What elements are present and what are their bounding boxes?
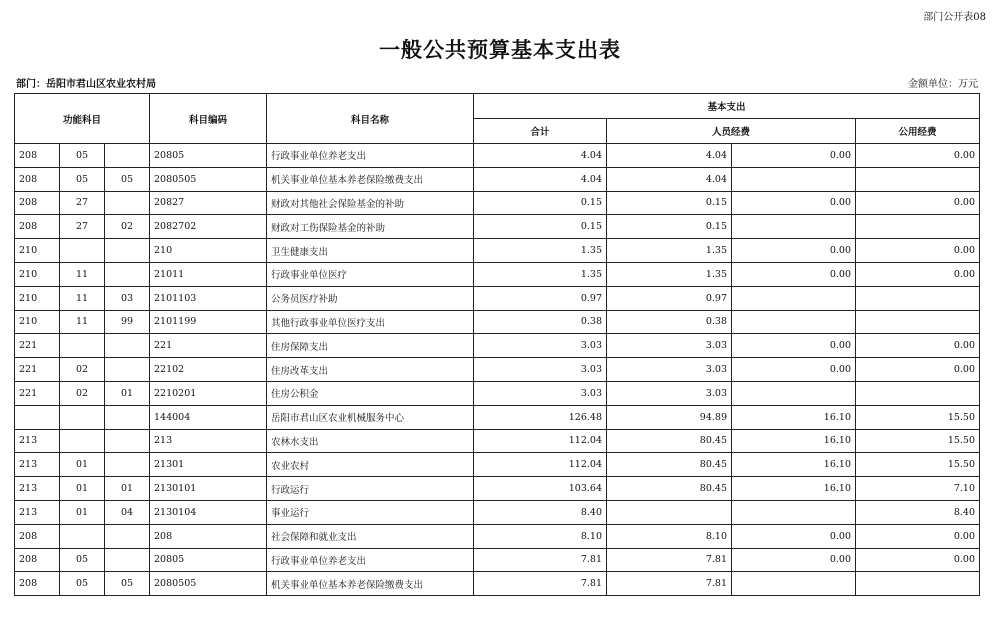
table-row xyxy=(15,381,980,405)
function-class-cell: 210 xyxy=(15,239,60,263)
personnel-cell: 7.81 xyxy=(607,572,732,596)
function-class-cell: 210 xyxy=(15,310,60,334)
subject-code-cell: 2130101 xyxy=(150,477,267,501)
header-personnel: 人员经费 xyxy=(607,119,856,144)
subject-name-cell: 农林水支出 xyxy=(267,429,474,453)
total-cell: 3.03 xyxy=(474,334,607,358)
function-item-cell: 01 xyxy=(60,453,105,477)
function-class-cell xyxy=(15,405,60,429)
header-total: 合计 xyxy=(474,119,607,144)
subject-name-cell: 机关事业单位基本养老保险缴费支出 xyxy=(267,167,474,191)
function-subitem-cell xyxy=(105,239,150,263)
function-subitem-cell xyxy=(105,358,150,382)
function-class-cell: 208 xyxy=(15,191,60,215)
function-item-cell: 11 xyxy=(60,286,105,310)
personnel-cell: 1.35 xyxy=(607,239,732,263)
personnel-public-cell xyxy=(732,310,856,334)
public-expense-cell xyxy=(856,167,980,191)
total-cell: 112.04 xyxy=(474,453,607,477)
header-basic-expense: 基本支出 xyxy=(474,94,980,119)
subject-name-cell: 农业农村 xyxy=(267,453,474,477)
function-item-cell: 01 xyxy=(60,500,105,524)
subject-name-cell: 行政事业单位养老支出 xyxy=(267,548,474,572)
function-subitem-cell xyxy=(105,334,150,358)
personnel-cell: 1.35 xyxy=(607,262,732,286)
subject-name-cell: 机关事业单位基本养老保险缴费支出 xyxy=(267,572,474,596)
public-expense-cell: 0.00 xyxy=(856,144,980,168)
function-item-cell xyxy=(60,524,105,548)
personnel-public-cell: 0.00 xyxy=(732,334,856,358)
function-class-cell: 208 xyxy=(15,144,60,168)
public-expense-cell: 0.00 xyxy=(856,524,980,548)
subject-code-cell: 2080505 xyxy=(150,572,267,596)
public-expense-cell: 0.00 xyxy=(856,548,980,572)
function-subitem-cell xyxy=(105,191,150,215)
personnel-public-cell: 16.10 xyxy=(732,429,856,453)
function-class-cell: 208 xyxy=(15,524,60,548)
subject-code-cell: 2082702 xyxy=(150,215,267,239)
public-expense-cell: 15.50 xyxy=(856,429,980,453)
page-title: 一般公共预算基本支出表 xyxy=(379,37,621,62)
header-subject-code: 科目编码 xyxy=(150,94,267,144)
function-class-cell: 208 xyxy=(15,572,60,596)
personnel-cell: 8.10 xyxy=(607,524,732,548)
personnel-cell: 4.04 xyxy=(607,167,732,191)
public-expense-cell: 15.50 xyxy=(856,405,980,429)
function-class-cell: 210 xyxy=(15,286,60,310)
subject-name-cell: 财政对工伤保险基金的补助 xyxy=(267,215,474,239)
personnel-public-cell: 16.10 xyxy=(732,477,856,501)
personnel-public-cell: 0.00 xyxy=(732,262,856,286)
subject-code-cell: 20805 xyxy=(150,144,267,168)
table-row xyxy=(15,524,980,548)
public-expense-cell xyxy=(856,572,980,596)
personnel-cell: 80.45 xyxy=(607,429,732,453)
table-row xyxy=(15,453,980,477)
personnel-cell: 3.03 xyxy=(607,334,732,358)
header-public: 公用经费 xyxy=(856,119,980,144)
function-class-cell: 213 xyxy=(15,500,60,524)
subject-code-cell: 2130104 xyxy=(150,500,267,524)
function-subitem-cell: 02 xyxy=(105,215,150,239)
personnel-cell xyxy=(607,500,732,524)
function-class-cell: 213 xyxy=(15,453,60,477)
total-cell: 112.04 xyxy=(474,429,607,453)
personnel-public-cell: 0.00 xyxy=(732,524,856,548)
table-row xyxy=(15,191,980,215)
subject-code-cell: 2210201 xyxy=(150,381,267,405)
total-cell: 3.03 xyxy=(474,381,607,405)
personnel-public-cell: 0.00 xyxy=(732,548,856,572)
personnel-public-cell xyxy=(732,572,856,596)
subject-code-cell: 2080505 xyxy=(150,167,267,191)
table-row xyxy=(15,286,980,310)
subject-name-cell: 财政对其他社会保险基金的补助 xyxy=(267,191,474,215)
table-row xyxy=(15,239,980,263)
form-number: 部门公开表08 xyxy=(923,12,986,23)
subject-name-cell: 社会保障和就业支出 xyxy=(267,524,474,548)
function-subitem-cell: 04 xyxy=(105,500,150,524)
public-expense-cell xyxy=(856,310,980,334)
subject-code-cell: 21301 xyxy=(150,453,267,477)
public-expense-cell xyxy=(856,286,980,310)
personnel-cell: 3.03 xyxy=(607,358,732,382)
function-class-cell: 210 xyxy=(15,262,60,286)
public-expense-cell: 0.00 xyxy=(856,334,980,358)
total-cell: 7.81 xyxy=(474,548,607,572)
personnel-cell: 0.97 xyxy=(607,286,732,310)
personnel-cell: 7.81 xyxy=(607,548,732,572)
total-cell: 8.40 xyxy=(474,500,607,524)
subject-code-cell: 20827 xyxy=(150,191,267,215)
function-item-cell xyxy=(60,239,105,263)
function-subitem-cell xyxy=(105,548,150,572)
function-subitem-cell xyxy=(105,262,150,286)
total-cell: 1.35 xyxy=(474,239,607,263)
total-cell: 0.15 xyxy=(474,215,607,239)
public-expense-cell: 7.10 xyxy=(856,477,980,501)
personnel-public-cell: 0.00 xyxy=(732,144,856,168)
personnel-public-cell xyxy=(732,286,856,310)
function-class-cell: 221 xyxy=(15,381,60,405)
subject-code-cell: 221 xyxy=(150,334,267,358)
table-row xyxy=(15,358,980,382)
subject-code-cell: 2101103 xyxy=(150,286,267,310)
personnel-cell: 3.03 xyxy=(607,381,732,405)
subject-code-cell: 20805 xyxy=(150,548,267,572)
department-label: 部门：岳阳市君山区农业农村局 xyxy=(16,79,156,90)
function-item-cell xyxy=(60,429,105,453)
table-row xyxy=(15,548,980,572)
table-row xyxy=(15,334,980,358)
function-class-cell: 213 xyxy=(15,429,60,453)
function-item-cell: 02 xyxy=(60,381,105,405)
personnel-cell: 94.89 xyxy=(607,405,732,429)
table-row xyxy=(15,500,980,524)
function-class-cell: 221 xyxy=(15,358,60,382)
function-class-cell: 213 xyxy=(15,477,60,501)
personnel-public-cell xyxy=(732,381,856,405)
personnel-public-cell: 0.00 xyxy=(732,239,856,263)
function-item-cell: 02 xyxy=(60,358,105,382)
personnel-public-cell: 0.00 xyxy=(732,358,856,382)
personnel-cell: 0.15 xyxy=(607,215,732,239)
table-row xyxy=(15,572,980,596)
function-class-cell: 221 xyxy=(15,334,60,358)
budget-table xyxy=(14,93,980,596)
subject-name-cell: 住房公积金 xyxy=(267,381,474,405)
table-row xyxy=(15,405,980,429)
header-subject-name: 科目名称 xyxy=(267,94,474,144)
personnel-cell: 80.45 xyxy=(607,453,732,477)
personnel-public-cell xyxy=(732,500,856,524)
total-cell: 0.15 xyxy=(474,191,607,215)
total-cell: 4.04 xyxy=(474,144,607,168)
subject-code-cell: 213 xyxy=(150,429,267,453)
amount-unit-label: 金额单位：万元 xyxy=(908,79,978,90)
table-row xyxy=(15,144,980,168)
subject-code-cell: 210 xyxy=(150,239,267,263)
subject-code-cell: 144004 xyxy=(150,405,267,429)
personnel-cell: 0.38 xyxy=(607,310,732,334)
function-class-cell: 208 xyxy=(15,548,60,572)
table-row xyxy=(15,167,980,191)
total-cell: 3.03 xyxy=(474,358,607,382)
table-row xyxy=(15,429,980,453)
total-cell: 103.64 xyxy=(474,477,607,501)
public-expense-cell: 15.50 xyxy=(856,453,980,477)
subject-code-cell: 22102 xyxy=(150,358,267,382)
function-item-cell: 05 xyxy=(60,167,105,191)
table-body xyxy=(15,144,980,596)
subject-code-cell: 21011 xyxy=(150,262,267,286)
subject-code-cell: 208 xyxy=(150,524,267,548)
table-row xyxy=(15,215,980,239)
function-subitem-cell xyxy=(105,144,150,168)
function-item-cell xyxy=(60,405,105,429)
public-expense-cell xyxy=(856,381,980,405)
total-cell: 1.35 xyxy=(474,262,607,286)
personnel-cell: 0.15 xyxy=(607,191,732,215)
function-item-cell: 11 xyxy=(60,310,105,334)
function-item-cell: 11 xyxy=(60,262,105,286)
public-expense-cell: 0.00 xyxy=(856,262,980,286)
personnel-public-cell: 16.10 xyxy=(732,453,856,477)
personnel-public-cell: 0.00 xyxy=(732,191,856,215)
personnel-public-cell xyxy=(732,167,856,191)
function-subitem-cell: 05 xyxy=(105,572,150,596)
function-item-cell: 05 xyxy=(60,144,105,168)
function-subitem-cell xyxy=(105,453,150,477)
function-item-cell: 05 xyxy=(60,572,105,596)
personnel-cell: 80.45 xyxy=(607,477,732,501)
function-item-cell: 27 xyxy=(60,215,105,239)
total-cell: 126.48 xyxy=(474,405,607,429)
table-row xyxy=(15,262,980,286)
total-cell: 4.04 xyxy=(474,167,607,191)
subject-name-cell: 事业运行 xyxy=(267,500,474,524)
subject-name-cell: 行政运行 xyxy=(267,477,474,501)
function-item-cell xyxy=(60,334,105,358)
public-expense-cell: 0.00 xyxy=(856,358,980,382)
function-subitem-cell: 05 xyxy=(105,167,150,191)
subject-name-cell: 公务员医疗补助 xyxy=(267,286,474,310)
subject-name-cell: 卫生健康支出 xyxy=(267,239,474,263)
subject-code-cell: 2101199 xyxy=(150,310,267,334)
function-class-cell: 208 xyxy=(15,167,60,191)
subject-name-cell: 住房改革支出 xyxy=(267,358,474,382)
function-subitem-cell: 03 xyxy=(105,286,150,310)
public-expense-cell: 0.00 xyxy=(856,191,980,215)
function-subitem-cell xyxy=(105,524,150,548)
personnel-public-cell xyxy=(732,215,856,239)
subject-name-cell: 岳阳市君山区农业机械服务中心 xyxy=(267,405,474,429)
total-cell: 7.81 xyxy=(474,572,607,596)
function-subitem-cell: 99 xyxy=(105,310,150,334)
total-cell: 8.10 xyxy=(474,524,607,548)
public-expense-cell: 8.40 xyxy=(856,500,980,524)
subject-name-cell: 住房保障支出 xyxy=(267,334,474,358)
function-subitem-cell: 01 xyxy=(105,381,150,405)
function-item-cell: 01 xyxy=(60,477,105,501)
table-row xyxy=(15,310,980,334)
function-class-cell: 208 xyxy=(15,215,60,239)
public-expense-cell: 0.00 xyxy=(856,239,980,263)
function-subitem-cell xyxy=(105,405,150,429)
function-subitem-cell: 01 xyxy=(105,477,150,501)
table-row xyxy=(15,477,980,501)
subject-name-cell: 行政事业单位医疗 xyxy=(267,262,474,286)
function-item-cell: 27 xyxy=(60,191,105,215)
function-item-cell: 05 xyxy=(60,548,105,572)
function-subitem-cell xyxy=(105,429,150,453)
total-cell: 0.38 xyxy=(474,310,607,334)
subject-name-cell: 其他行政事业单位医疗支出 xyxy=(267,310,474,334)
personnel-cell: 4.04 xyxy=(607,144,732,168)
public-expense-cell xyxy=(856,215,980,239)
subject-name-cell: 行政事业单位养老支出 xyxy=(267,144,474,168)
personnel-public-cell: 16.10 xyxy=(732,405,856,429)
total-cell: 0.97 xyxy=(474,286,607,310)
header-function-subject: 功能科目 xyxy=(15,94,150,144)
